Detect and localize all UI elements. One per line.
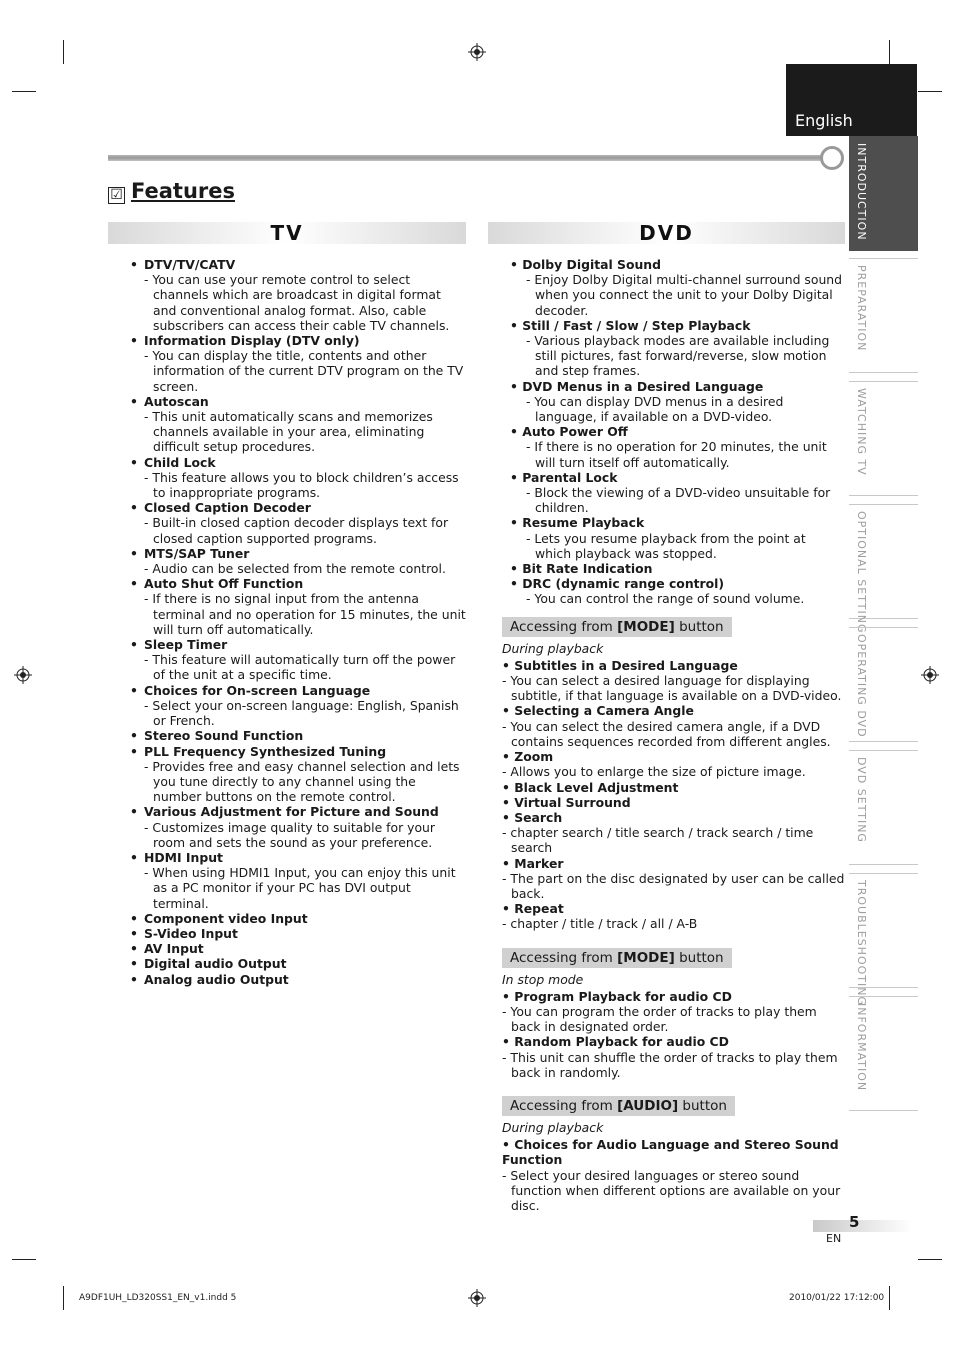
side-tab-label: OPTIONAL SETTING — [855, 511, 868, 634]
page-title-text: Features — [131, 179, 235, 203]
side-tab-label: WATCHING TV — [855, 388, 868, 476]
feature-name: • Component video Input — [144, 911, 466, 926]
side-tab-label: INFORMATION — [855, 1003, 868, 1092]
feature-description: - If there is no signal input from the antenna terminal and no operation for 15 minutes, the unit will turn off automatically. — [144, 591, 466, 637]
side-tab-information[interactable] — [849, 996, 918, 1111]
dvd-header: DVD — [488, 222, 845, 244]
feature-item — [502, 749, 845, 779]
side-tab-preparation[interactable] — [849, 258, 918, 373]
tv-feature-list — [108, 257, 466, 987]
feature-item — [108, 850, 466, 911]
feature-description: - This feature allows you to block children’s access to inappropriate programs. — [144, 469, 459, 501]
feature-item — [510, 257, 845, 318]
side-tab-label: INTRODUCTION — [855, 143, 868, 241]
feature-name: • Virtual Surround — [502, 795, 845, 810]
registration-mark-icon — [921, 666, 939, 684]
registration-mark-icon — [14, 666, 32, 684]
feature-name: • HDMI Input — [144, 850, 466, 865]
feature-description: - This unit automatically scans and memorizes channels available in your area, eliminating difficult setup procedures. — [144, 409, 433, 455]
feature-item — [502, 1034, 845, 1080]
feature-name: • Auto Power Off — [510, 424, 845, 439]
feature-description: - You can select the desired camera angle, if a DVD contains sequences recorded from different angles. — [502, 718, 831, 749]
page-number-bar — [813, 1220, 913, 1232]
feature-description: - The part on the disc designated by user can be called back. — [502, 870, 845, 901]
access-suffix: button — [674, 949, 724, 966]
access-section — [502, 938, 845, 1080]
access-label — [502, 1096, 735, 1116]
feature-description: - You can select a desired language for displaying subtitle, if that language is available on a DVD-video. — [502, 673, 842, 704]
tv-column — [108, 222, 466, 987]
access-prefix: Accessing from — [510, 618, 618, 635]
feature-item — [502, 703, 845, 749]
feature-description: - Lets you resume playback from the point at which playback was stopped. — [526, 530, 806, 561]
feature-description: - Select your on-screen language: English, Spanish or French. — [144, 697, 459, 729]
registration-mark-icon — [468, 1289, 486, 1307]
language-label: English — [795, 111, 853, 130]
feature-name: • Subtitles in a Desired Language — [502, 658, 845, 673]
feature-name: • Sleep Timer — [144, 637, 466, 652]
feature-description: - You can display the title, contents and other information of the current DTV program on the TV screen. — [144, 348, 464, 394]
footer-file: A9DF1UH_LD320SS1_EN_v1.indd 5 — [79, 1293, 237, 1303]
access-key: [AUDIO] — [617, 1097, 679, 1114]
feature-name: • DRC (dynamic range control) — [510, 576, 845, 591]
feature-name: • AV Input — [144, 941, 466, 956]
feature-item — [108, 333, 466, 394]
feature-name: • Parental Lock — [510, 470, 845, 485]
feature-item — [108, 804, 466, 850]
page-number: 5 — [849, 1213, 860, 1231]
side-tab-label: TROUBLESHOOTING — [855, 880, 868, 1006]
feature-item — [502, 780, 845, 795]
feature-item — [502, 856, 845, 902]
feature-description: - Allows you to enlarge the size of picture image. — [502, 764, 806, 780]
feature-item — [108, 546, 466, 576]
feature-description: - You can display DVD menus in a desired language, if available on a DVD-video. — [526, 393, 784, 425]
access-key: [MODE] — [617, 949, 675, 966]
feature-name: • Choices for On-screen Language — [144, 683, 466, 698]
feature-item — [108, 911, 466, 926]
registration-mark-icon — [468, 43, 486, 61]
side-tab-label: DVD SETTING — [855, 757, 868, 843]
feature-item — [108, 394, 466, 455]
feature-name: • Dolby Digital Sound — [510, 257, 845, 272]
footer-date: 2010/01/22 17:12:00 — [789, 1293, 885, 1303]
rule-end-circle-icon — [820, 146, 844, 170]
page-title — [108, 179, 235, 203]
feature-item — [502, 901, 845, 931]
dvd-column — [488, 222, 845, 1213]
feature-description: - Customizes image quality to suitable for your room and sets the sound as your preference. — [144, 819, 435, 850]
feature-name: • Selecting a Camera Angle — [502, 703, 845, 718]
access-section — [502, 607, 845, 932]
side-tab-optional-setting[interactable] — [849, 504, 918, 634]
feature-item — [108, 956, 466, 971]
access-suffix: button — [678, 1097, 727, 1114]
access-mode: In stop mode — [502, 971, 584, 987]
feature-description: - Block the viewing of a DVD-video unsuitable for children. — [526, 485, 831, 516]
access-prefix: Accessing from — [510, 1097, 618, 1114]
feature-name: • Information Display (DTV only) — [144, 333, 466, 348]
access-label — [502, 948, 732, 968]
feature-item — [510, 424, 845, 470]
feature-item — [108, 972, 466, 987]
side-tab-label: PREPARATION — [855, 265, 868, 352]
feature-name: • Stereo Sound Function — [144, 728, 466, 743]
feature-name: • Choices for Audio Language and Stereo Sound Function — [502, 1137, 845, 1167]
feature-item — [108, 683, 466, 729]
feature-name: • Repeat — [502, 901, 845, 916]
feature-item — [108, 500, 466, 546]
feature-item — [510, 470, 845, 516]
feature-description: - chapter / title / track / all / A-B — [502, 916, 698, 932]
tv-header: TV — [108, 222, 466, 244]
feature-item — [510, 576, 845, 606]
feature-description: - Provides free and easy channel selection and lets you tune directly to any channel using the number buttons on the remote control. — [144, 758, 460, 805]
feature-name: • MTS/SAP Tuner — [144, 546, 466, 561]
feature-item — [510, 379, 845, 425]
feature-name: • Search — [502, 810, 845, 825]
feature-item — [510, 318, 845, 379]
access-suffix: button — [674, 618, 724, 635]
feature-name: • Bit Rate Indication — [510, 561, 845, 576]
feature-description: - When using HDMI1 Input, you can enjoy this unit as a PC monitor if your PC has DVI output terminal. — [144, 865, 456, 911]
feature-description: - This feature will automatically turn off the power of the unit at a specific time. — [144, 652, 456, 683]
dvd-feature-list — [510, 257, 845, 607]
feature-item — [108, 257, 466, 333]
feature-name: • Digital audio Output — [144, 956, 466, 971]
feature-name: • Random Playback for audio CD — [502, 1034, 845, 1049]
feature-name: • Child Lock — [144, 455, 466, 470]
side-tab-introduction[interactable] — [849, 136, 918, 251]
feature-description: - chapter search / title search / track search / time search — [502, 825, 814, 856]
access-mode: During playback — [502, 640, 604, 656]
feature-name: • Marker — [502, 856, 845, 871]
feature-description: - You can control the range of sound volume. — [526, 591, 805, 607]
page-language-code: EN — [826, 1232, 842, 1245]
access-feature-list — [502, 1137, 845, 1213]
feature-item — [108, 728, 466, 743]
access-label — [502, 617, 732, 637]
side-tab-troubleshooting[interactable] — [849, 873, 918, 1006]
access-feature-list — [502, 658, 845, 932]
access-key: [MODE] — [617, 618, 675, 635]
feature-name: • Auto Shut Off Function — [144, 576, 466, 591]
feature-item — [108, 576, 466, 637]
feature-description: - Select your desired languages or stereo sound function when different options are available on your disc. — [502, 1167, 841, 1213]
feature-name: • Analog audio Output — [144, 972, 466, 987]
checkbox-icon: ☑ — [108, 187, 125, 204]
side-tab-operating-dvd[interactable] — [849, 627, 918, 742]
feature-description: - Audio can be selected from the remote control. — [144, 561, 446, 577]
feature-name: • Various Adjustment for Picture and Sound — [144, 804, 466, 819]
feature-description: - If there is no operation for 20 minutes, the unit will turn itself off automatically. — [526, 439, 827, 470]
feature-description: - You can use your remote control to select channels which are broadcast in digital format and conventional analog format. Also, cable subscribers can access their cable TV channels. — [144, 272, 450, 333]
feature-name: • Resume Playback — [510, 515, 845, 530]
feature-item — [502, 795, 845, 810]
feature-description: - You can program the order of tracks to play them back in designated order. — [502, 1003, 817, 1035]
feature-name: • Still / Fast / Slow / Step Playback — [510, 318, 845, 333]
access-mode: During playback — [502, 1119, 604, 1135]
feature-name: • Autoscan — [144, 394, 466, 409]
feature-item — [510, 515, 845, 561]
top-rule — [108, 155, 830, 161]
feature-item — [108, 926, 466, 941]
feature-name: • Closed Caption Decoder — [144, 500, 466, 515]
feature-item — [108, 941, 466, 956]
side-tab-watching-tv[interactable] — [849, 381, 918, 496]
feature-description: - Built-in closed caption decoder displays text for closed caption supported programs. — [144, 515, 449, 546]
feature-item — [510, 561, 845, 576]
feature-name: • S-Video Input — [144, 926, 466, 941]
feature-description: - Various playback modes are available including still pictures, fast forward/reverse, slow motion and step frames. — [526, 333, 830, 379]
feature-description: - Enjoy Dolby Digital multi-channel surround sound when you connect the unit to your Dolby Digital decoder. — [526, 272, 843, 318]
feature-item — [502, 810, 845, 856]
access-section — [502, 1086, 845, 1213]
feature-name: • DTV/TV/CATV — [144, 257, 466, 272]
feature-item — [502, 989, 845, 1035]
feature-name: • DVD Menus in a Desired Language — [510, 379, 845, 394]
dvd-sections — [502, 607, 845, 1214]
access-prefix: Accessing from — [510, 949, 618, 966]
side-tab-label: OPERATING DVD — [855, 634, 868, 738]
feature-item — [108, 455, 466, 501]
feature-item — [502, 1137, 845, 1213]
feature-item — [502, 658, 845, 704]
feature-name: • Program Playback for audio CD — [502, 989, 845, 1004]
language-tab — [786, 64, 917, 136]
feature-item — [108, 744, 466, 805]
side-tab-dvd-setting[interactable] — [849, 750, 918, 865]
feature-name: • Black Level Adjustment — [502, 780, 845, 795]
feature-name: • Zoom — [502, 749, 845, 764]
feature-item — [108, 637, 466, 683]
feature-name: • PLL Frequency Synthesized Tuning — [144, 744, 466, 759]
feature-description: - This unit can shuffle the order of tracks to play them back in randomly. — [502, 1049, 838, 1080]
access-feature-list — [502, 989, 845, 1080]
